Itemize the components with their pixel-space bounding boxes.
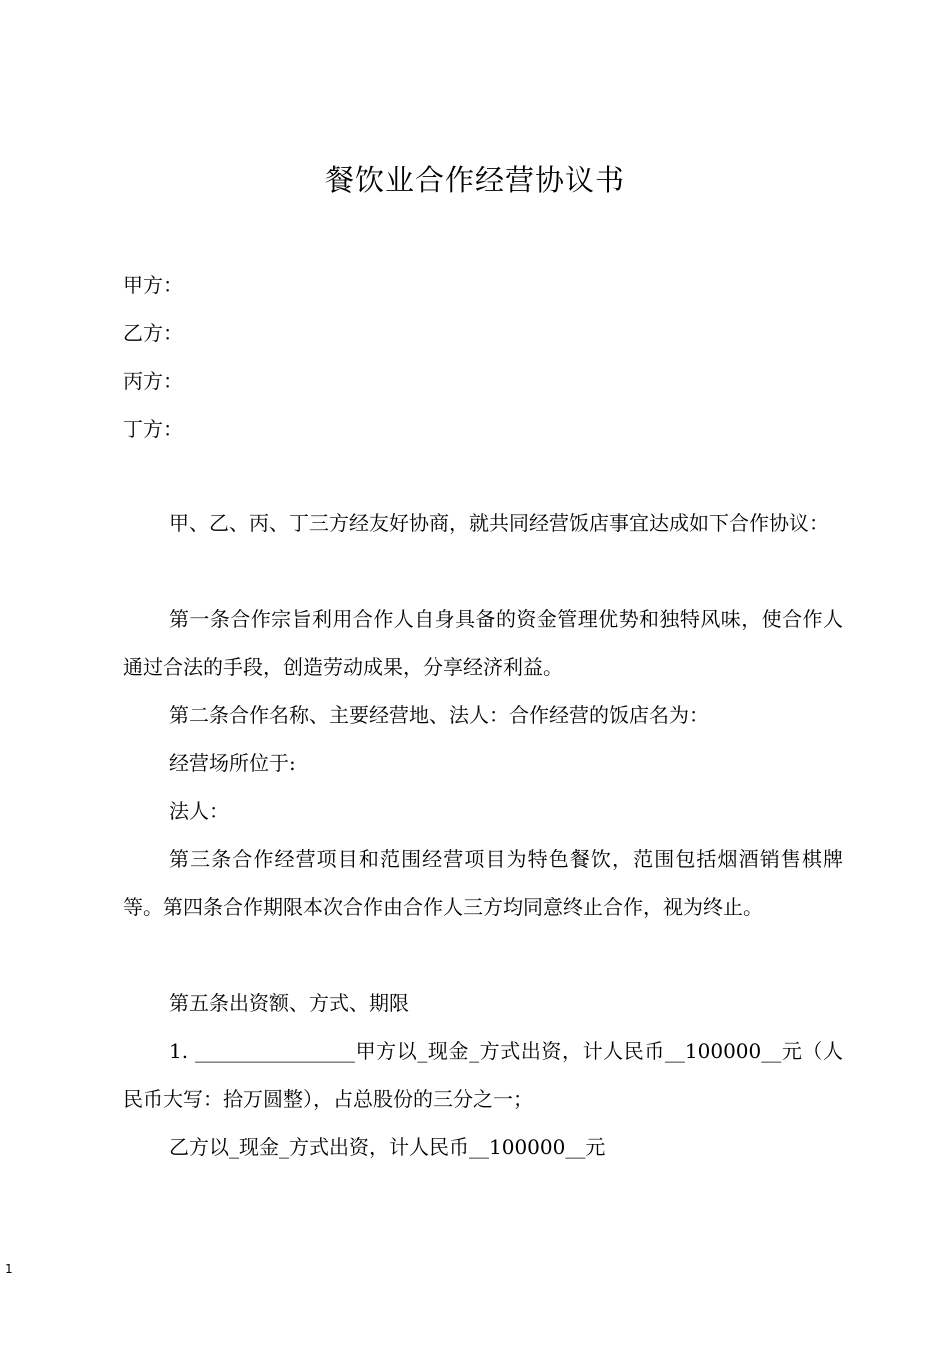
article-3-4-paragraph: 第三条合作经营项目和范围经营项目为特色餐饮，范围包括烟酒销售棋牌等。第四条合作期限本次合作由合作人三方均同意终止合作，视为终止。 (123, 847, 843, 919)
party-c-line: 丙方： (123, 369, 183, 393)
party-a-investment-paragraph: 1. ________________甲方以_现金_方式出资，计人民币__100000__元（人民币大写：拾万圆整），占总股份的三分之一； (123, 1039, 843, 1111)
article-1-paragraph: 第一条合作宗旨利用合作人自身具备的资金管理优势和独特风味，使合作人通过合法的手段，创造劳动成果，分享经济利益。 (123, 607, 843, 679)
party-a-line: 甲方： (123, 273, 183, 297)
article-2-paragraph: 第二条合作名称、主要经营地、法人：合作经营的饭店名为： (169, 703, 709, 727)
party-b-line: 乙方： (123, 321, 183, 345)
legal-person-line: 法人： (169, 799, 229, 823)
intro-paragraph: 甲、乙、丙、丁三方经友好协商，就共同经营饭店事宜达成如下合作协议： (169, 511, 829, 535)
party-d-line: 丁方： (123, 417, 183, 441)
article-5-heading: 第五条出资额、方式、期限 (169, 991, 409, 1015)
business-location-line: 经营场所位于: (169, 751, 296, 775)
party-b-investment-paragraph: 乙方以_现金_方式出资，计人民币__100000__元 (169, 1135, 606, 1159)
page-number: 1 (5, 1262, 13, 1276)
document-title: 餐饮业合作经营协议书 (324, 163, 625, 197)
